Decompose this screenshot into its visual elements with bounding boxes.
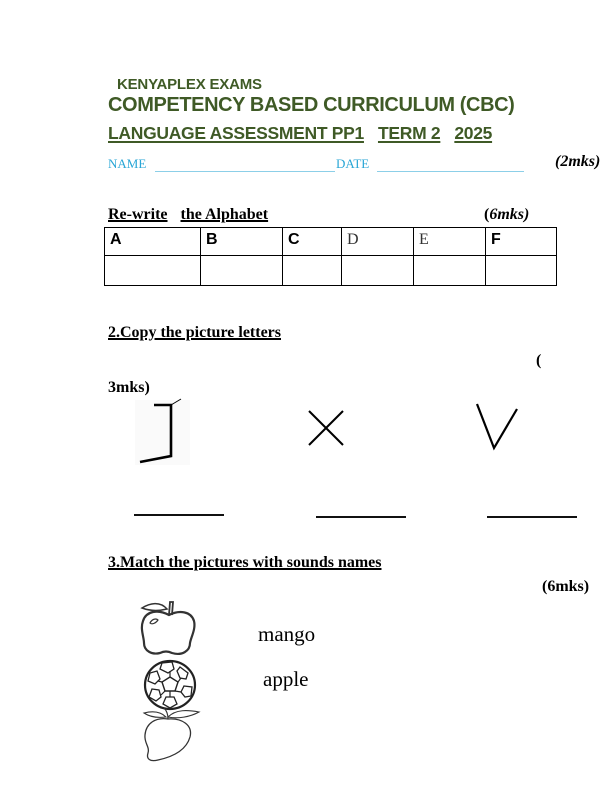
answer-cell-d[interactable] <box>342 256 414 286</box>
section1-title-part2: the Alphabet <box>180 206 269 223</box>
section1-marks-value: 6mks) <box>489 206 530 223</box>
assessment-name: LANGUAGE ASSESSMENT PP1 <box>108 123 364 143</box>
answer-cell-c[interactable] <box>283 256 342 286</box>
answer-cell-e[interactable] <box>414 256 486 286</box>
assessment-title <box>108 123 492 144</box>
section1-title-part1: Re-write <box>108 206 168 223</box>
answer-cell-f[interactable] <box>486 256 557 286</box>
assessment-year: 2025 <box>454 123 493 143</box>
letter-cell-f: F <box>486 228 557 256</box>
copy-answer-line-3[interactable] <box>487 516 577 518</box>
letter-v-shape-icon <box>474 400 524 454</box>
mango-icon[interactable] <box>140 705 202 765</box>
name-label: NAME <box>108 156 147 171</box>
letter-j-shape-icon <box>135 395 190 470</box>
section1-title <box>108 206 268 224</box>
section2-marks-close: 3mks) <box>108 379 150 396</box>
match-word-mango: mango <box>258 622 316 646</box>
letter-cell-b: B <box>201 228 283 256</box>
apple-icon[interactable] <box>136 599 200 657</box>
alphabet-letters-row <box>105 228 557 256</box>
name-field[interactable] <box>155 171 335 172</box>
section2-title: 2.Copy the picture letters <box>108 324 281 341</box>
date-field[interactable] <box>377 171 524 172</box>
section3-title: 3.Match the pictures with sounds names <box>108 554 382 571</box>
section2-marks-open: ( <box>536 352 542 369</box>
letter-cell-c: C <box>283 228 342 256</box>
assessment-term: TERM 2 <box>377 123 441 143</box>
section1-marks <box>484 206 529 224</box>
alphabet-answer-row <box>105 256 557 286</box>
copy-answer-line-2[interactable] <box>316 516 406 518</box>
section1-marks-open: ( <box>484 206 490 223</box>
letter-cell-e: E <box>414 228 486 256</box>
curriculum-title: COMPETENCY BASED CURRICULUM (CBC) <box>108 94 515 116</box>
football-icon[interactable] <box>142 659 198 711</box>
copy-answer-line-1[interactable] <box>134 514 224 516</box>
answer-cell-a[interactable] <box>105 256 201 286</box>
exam-provider: KENYAPLEX EXAMS <box>117 76 262 93</box>
date-label: DATE <box>336 156 370 171</box>
letter-cell-a: A <box>105 228 201 256</box>
letter-cell-d: D <box>342 228 414 256</box>
section3-marks: (6mks) <box>542 578 590 595</box>
match-word-apple: apple <box>263 667 309 691</box>
alphabet-table <box>104 227 557 286</box>
letter-x-shape-icon <box>305 407 347 449</box>
answer-cell-b[interactable] <box>201 256 283 286</box>
name-date-marks: (2mks) <box>555 153 601 170</box>
